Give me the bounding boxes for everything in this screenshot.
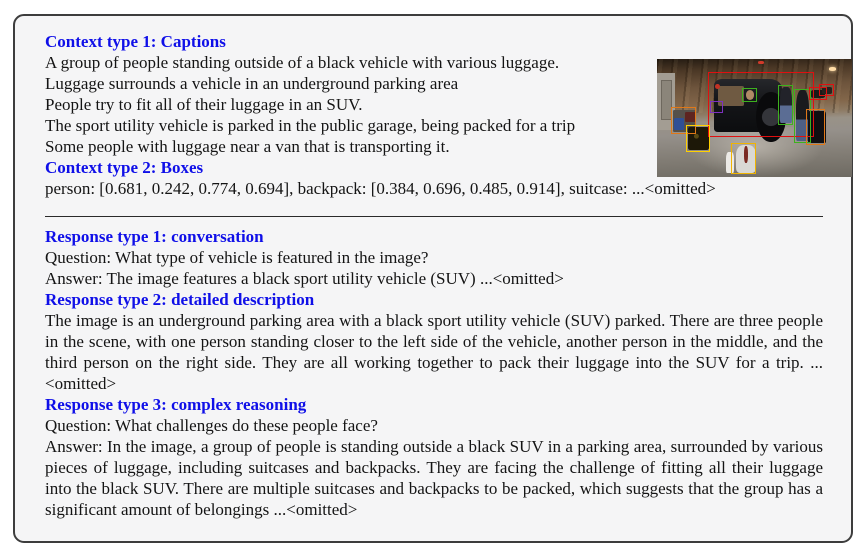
caption-line-3: People try to fit all of their luggage in an SUV. [45, 95, 363, 114]
response2-text: The image is an underground parking area with a black sport utility vehicle (SUV) parked. There are three people in the scene, with one person standing closer to the left side of the vehicle, another person in the middle, and the third person on the right side. They are all working together to pack their luggage into the SUV for a trip. ...<omitted> [45, 311, 823, 393]
bbox-car-distant-2 [819, 84, 834, 96]
figure-panel [13, 14, 853, 543]
response3-question: Question: What challenges do these people face? [45, 416, 378, 435]
response1-answer: Answer: The image features a black sport utility vehicle (SUV) ...<omitted> [45, 269, 564, 288]
context2-heading: Context type 2: Boxes [45, 158, 204, 177]
bbox-backpack [731, 143, 756, 174]
caption-line-2: Luggage surrounds a vehicle in an underground parking area [45, 74, 459, 93]
bbox-handbag [710, 101, 723, 113]
bbox-layer [657, 59, 852, 177]
caption-line-5: Some people with luggage near a van that is transporting it. [45, 137, 450, 156]
response1-heading: Response type 1: conversation [45, 227, 264, 246]
caption-line-4: The sport utility vehicle is parked in the public garage, being packed for a trip [45, 116, 576, 135]
bbox-suitcase [806, 109, 825, 145]
response3-heading: Response type 3: complex reasoning [45, 395, 307, 414]
scene-photo [657, 59, 852, 177]
response1-question: Question: What type of vehicle is featured in the image? [45, 248, 429, 267]
context1-heading: Context type 1: Captions [45, 32, 226, 51]
caption-line-1: A group of people standing outside of a black vehicle with various luggage. [45, 53, 560, 72]
bbox-person-window [742, 88, 757, 102]
response2-heading: Response type 2: detailed description [45, 290, 315, 309]
section-divider [45, 216, 823, 217]
bbox-person-middle [778, 85, 793, 125]
boxes-line: person: [0.681, 0.242, 0.774, 0.694], backpack: [0.384, 0.696, 0.485, 0.914], suitcase: ...<omitted> [45, 179, 716, 198]
response3-answer: Answer: In the image, a group of people is standing outside a black SUV in a parking area, surrounded by various pieces of luggage, including suitcases and backpacks. They are facing the challenge of fitting all their luggage into the black SUV. There are multiple suitcases and backpacks to be packed, which suggests that the group has a significant amount of belongings ...<omitted> [45, 437, 823, 519]
bbox-bag-left [686, 125, 710, 152]
